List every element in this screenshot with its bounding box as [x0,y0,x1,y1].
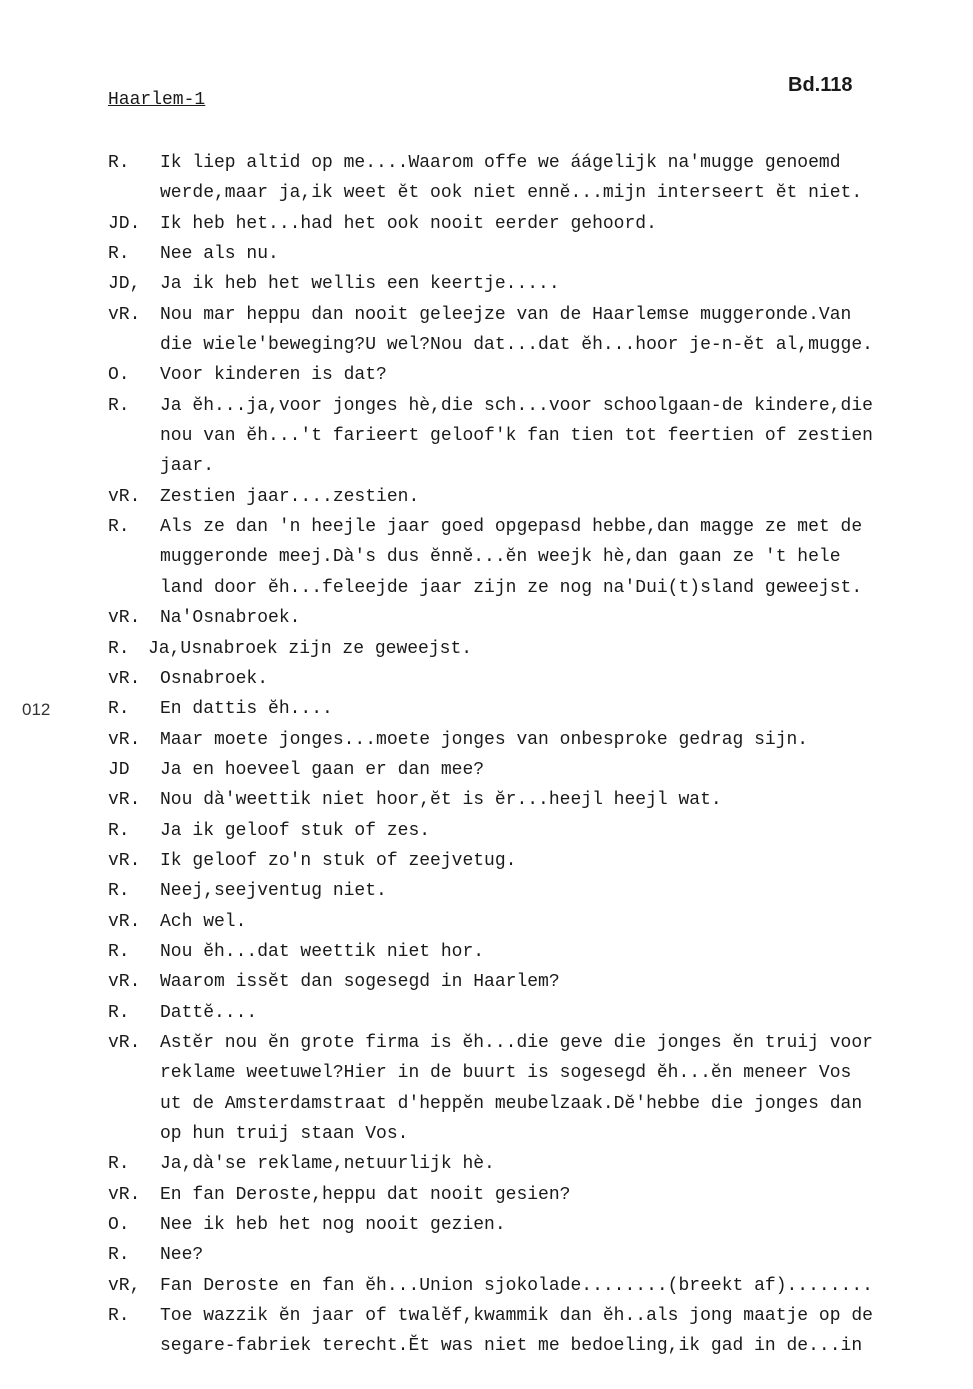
transcript-entry [108,1149,973,1179]
transcript-entry [108,725,973,755]
utterance-line: nou van ĕh...'t farieert geloof'k fan tien tot feertien of zestien [160,426,873,447]
utterance-line: Fan Deroste en fan ĕh...Union sjokolade........(breekt af)........ [160,1275,873,1296]
utterance-line: Als ze dan 'n heejle jaar goed opgepasd hebbe,dan magge ze met de [160,517,863,538]
transcript-entry [108,1240,973,1270]
speaker-label: vR. [108,1184,141,1205]
utterance-line: Ja ik geloof stuk of zes. [160,820,431,841]
transcript-entry [108,269,973,299]
transcript-entry [108,209,973,239]
utterance-line: op hun truij staan Vos. [160,1124,409,1144]
transcript-entry [108,1028,973,1149]
utterance [160,148,862,209]
speaker-label: R. [108,395,130,416]
speaker-label: vR. [108,668,141,689]
speaker-label: R. [108,153,130,173]
utterance-line: Ja,Usnabroek zijn ze geweejst. [148,638,473,659]
transcript-entry [108,1210,973,1240]
utterance-line: werde,maar ja,ik weet ĕt ook niet ennĕ...mijn interseert ĕt niet. [160,183,863,204]
margin-counter: 012 [22,700,51,719]
utterance-line: Astĕr nou ĕn grote firma is ĕh...die geve die jonges ĕn truij voor [160,1032,873,1053]
speaker-label: R. [108,1002,130,1023]
utterance [148,634,472,664]
speaker-label: R. [108,699,130,720]
utterance [160,482,419,512]
utterance-line: Osnabroek. [160,668,269,689]
speaker-label: O. [108,365,130,386]
speaker-label: vR. [108,850,141,871]
utterance-line: Nee? [160,1245,204,1266]
transcript-entry [108,512,973,603]
transcript-entry [108,785,973,815]
utterance [160,1240,203,1270]
speaker-label: R. [108,881,130,902]
utterance-line: Ja,dà'se reklame,netuurlijk hè. [160,1154,495,1175]
speaker-label: JD. [108,213,141,234]
speaker-label: JD, [108,274,141,295]
utterance [160,785,722,815]
utterance [160,967,560,997]
utterance [160,1210,506,1240]
utterance [160,907,246,937]
speaker-label: O. [108,1215,130,1236]
utterance [160,1301,873,1362]
utterance-line: Nou ĕh...dat weettik niet hor. [160,941,485,962]
utterance-line: Waarom issĕt dan sogesegd in Haarlem? [160,972,560,993]
utterance [160,391,873,482]
transcript-entry [108,967,973,997]
utterance [160,603,300,633]
speaker-label: vR. [108,911,141,932]
utterance-line: Ja ĕh...ja,voor jonges hè,die sch...voor schoolgaan-de kindere,die [160,395,873,416]
utterance-line: Zestien jaar....zestien. [160,486,420,507]
utterance [160,209,657,239]
transcript-entry [108,846,973,876]
transcript-entry [108,907,973,937]
utterance-line: Nou dà'weettik niet hoor,ĕt is ĕr...heejl heejl wat. [160,790,722,811]
utterance-line: die wiele'beweging?U wel?Nou dat...dat ĕh...hoor je-n-ĕt al,mugge. [160,335,873,356]
transcript [108,148,973,1362]
speaker-label: vR. [108,1032,141,1053]
utterance [160,239,279,269]
transcript-entry [108,876,973,906]
transcript-entry [108,360,973,390]
transcript-entry [108,634,973,664]
utterance-line: Voor kinderen is dat? [160,365,387,386]
utterance [160,846,516,876]
utterance-line: Ik heb het...had het ook nooit eerder gehoord. [160,213,657,234]
utterance-line: Dattĕ.... [160,1002,258,1023]
speaker-label: R. [108,517,130,538]
utterance-line: jaar. [160,456,215,477]
transcript-entry [108,603,973,633]
speaker-label: vR. [108,972,141,993]
transcript-entry [108,391,973,482]
speaker-label: R. [108,1306,130,1327]
utterance-line: Ik geloof zo'n stuk of zeejvetug. [160,850,517,871]
utterance [160,512,862,603]
utterance-line: Maar moete jonges...moete jonges van onbesproke gedrag sijn. [160,729,809,750]
speaker-label: vR, [108,1275,141,1296]
speaker-label: vR. [108,729,141,750]
transcript-entry [108,1271,973,1301]
utterance [160,1028,873,1149]
utterance-line: segare-fabriek terecht.Ĕt was niet me bedoeling,ik gad in de...in [160,1336,863,1357]
utterance [160,725,808,755]
transcript-entry [108,694,973,724]
speaker-label: R. [108,1245,130,1266]
speaker-label: vR. [108,304,141,325]
transcript-entry [108,998,973,1028]
utterance [160,269,560,299]
utterance-line: Nee ik heb het nog nooit gezien. [160,1215,506,1236]
page-reference: Bd.118 [788,74,853,96]
document-header-title: Haarlem-1 [108,90,206,110]
utterance-line: land door ĕh...feleejde jaar zijn ze nog na'Dui(t)sland geweejst. [160,577,863,598]
utterance [160,755,484,785]
speaker-label: vR. [108,486,141,507]
utterance-line: En dattis ĕh.... [160,699,333,720]
utterance [160,360,387,390]
utterance [160,1180,570,1210]
transcript-entry [108,1301,973,1362]
speaker-label: JD [108,759,130,780]
utterance [160,1271,873,1301]
utterance [160,816,430,846]
transcript-entry [108,937,973,967]
utterance-line: muggeronde meej.Dà's dus ĕnnĕ...ĕn weejk hè,dan gaan ze 't hele [160,547,841,568]
utterance [160,998,257,1028]
utterance-line: Nee als nu. [160,244,279,265]
utterance-line: Ja en hoeveel gaan er dan mee? [160,759,485,780]
speaker-label: R. [108,941,130,962]
utterance-line: Na'Osnabroek. [160,608,301,629]
transcript-entry [108,816,973,846]
utterance-line: reklame weetuwel?Hier in de buurt is sogesegd ĕh...ĕn meneer Vos [160,1063,852,1084]
transcript-entry [108,239,973,269]
utterance [160,694,333,724]
utterance [160,876,387,906]
speaker-label: R. [108,638,130,659]
transcript-entry [108,664,973,694]
speaker-label: vR. [108,608,141,629]
transcript-entry [108,482,973,512]
transcript-entry [108,148,973,209]
utterance-line: Ik liep altid op me....Waarom offe we áágelijk na'mugge genoemd [160,153,841,173]
utterance [160,937,484,967]
utterance [160,664,268,694]
utterance-line: Ja ik heb het wellis een keertje..... [160,274,560,295]
speaker-label: R. [108,244,130,265]
utterance-line: Nou mar heppu dan nooit geleejze van de Haarlemse muggeronde.Van [160,304,852,325]
utterance-line: Neej,seejventug niet. [160,881,387,902]
speaker-label: R. [108,1154,130,1175]
utterance-line: Toe wazzik ĕn jaar of twalĕf,kwammik dan ĕh..als jong maatje op de [160,1306,873,1327]
transcript-entry [108,755,973,785]
speaker-label: vR. [108,790,141,811]
utterance-line: Ach wel. [160,911,247,932]
speaker-label: R. [108,820,130,841]
utterance [160,1149,495,1179]
utterance-line: ut de Amsterdamstraat d'heppĕn meubelzaak.Dĕ'hebbe die jonges dan [160,1093,863,1114]
transcript-entry [108,300,973,361]
utterance [160,300,873,361]
transcript-entry [108,1180,973,1210]
utterance-line: En fan Deroste,heppu dat nooit gesien? [160,1184,571,1205]
